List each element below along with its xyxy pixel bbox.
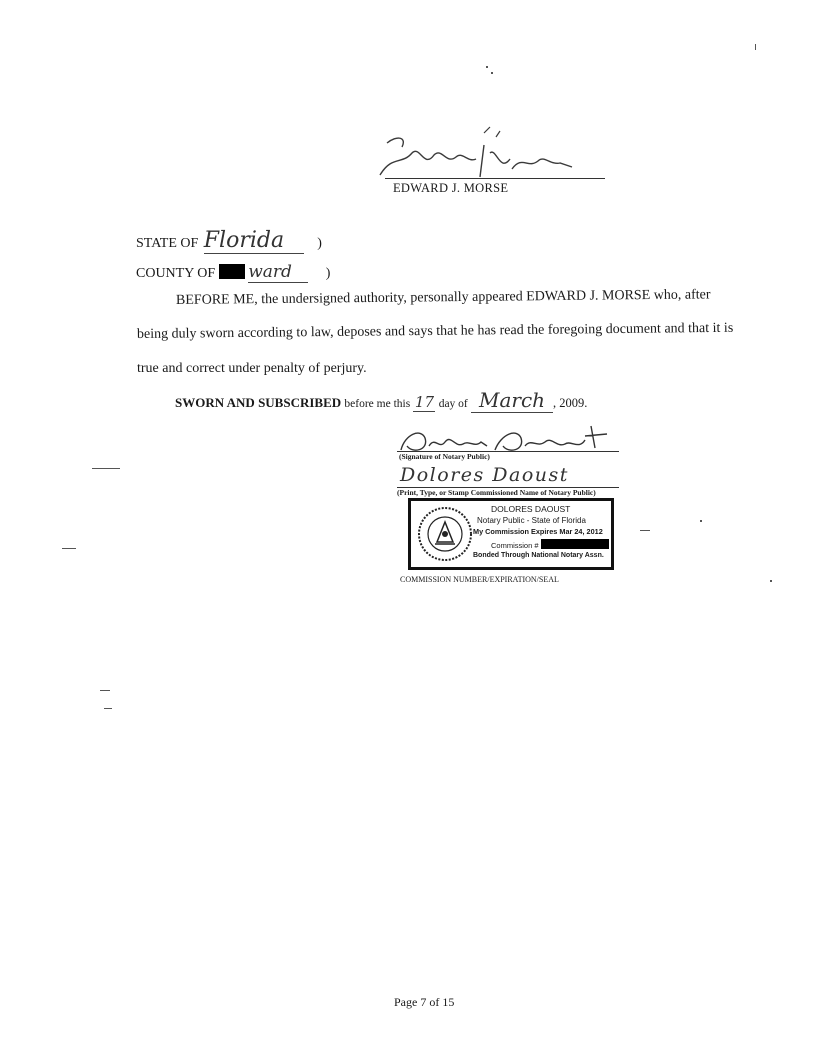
page-number: Page 7 of 15 xyxy=(394,995,455,1009)
notary-printed-name: Dolores Daoust xyxy=(400,464,569,486)
scan-mark xyxy=(640,530,650,531)
scan-mark xyxy=(755,44,756,50)
notary-signature xyxy=(395,416,625,456)
stamp-title: Notary Public - State of Florida xyxy=(477,516,586,525)
sworn-day-of: day of xyxy=(438,398,468,410)
notary-seal-icon xyxy=(417,506,473,562)
notary-signature-caption: (Signature of Notary Public) xyxy=(399,452,490,461)
county-line xyxy=(136,262,330,283)
scan-mark xyxy=(104,708,112,709)
scan-mark xyxy=(100,690,110,691)
sworn-before-me: before me this xyxy=(344,398,411,410)
sworn-label: SWORN AND SUBSCRIBED xyxy=(175,395,342,410)
county-label: COUNTY OF xyxy=(136,266,216,281)
commission-redaction xyxy=(541,539,609,549)
county-paren: ) xyxy=(325,266,331,281)
scan-mark xyxy=(62,548,76,549)
sworn-month: March xyxy=(471,388,553,413)
signature-line xyxy=(385,178,605,179)
scan-mark xyxy=(491,72,493,74)
stamp-commission xyxy=(491,539,609,550)
sworn-day: 17 xyxy=(414,393,434,411)
state-line xyxy=(136,228,322,254)
stamp-bonded: Bonded Through National Notary Assn. xyxy=(473,552,604,559)
notary-signature-scribble-icon xyxy=(395,416,625,456)
scan-mark xyxy=(700,520,702,522)
notary-stamp xyxy=(408,498,614,570)
paragraph-line-3: true and correct under penalty of perjury. xyxy=(137,361,367,376)
scan-mark xyxy=(770,580,772,582)
county-redaction xyxy=(219,264,245,279)
signature-scribble-icon xyxy=(372,125,612,185)
sworn-line xyxy=(175,388,587,413)
stamp-expiration: My Commission Expires Mar 24, 2012 xyxy=(473,527,603,536)
state-handwritten: Florida xyxy=(204,228,304,254)
stamp-commission-label: Commission # xyxy=(491,541,539,550)
sworn-year: , 2009. xyxy=(553,396,588,410)
scan-mark xyxy=(486,66,488,68)
notary-commission-caption: COMMISSION NUMBER/EXPIRATION/SEAL xyxy=(400,575,559,584)
paragraph-line-2: being duly sworn according to law, deposes and says that he has read the foregoing document and that it is xyxy=(136,320,734,342)
notary-name-caption: (Print, Type, or Stamp Commissioned Name of Notary Public) xyxy=(397,488,596,497)
signer-name: EDWARD J. MORSE xyxy=(393,181,509,195)
state-label: STATE OF xyxy=(136,236,199,251)
county-handwritten: ward xyxy=(248,262,308,283)
paragraph-line-1: BEFORE ME, the undersigned authority, personally appeared EDWARD J. MORSE who, after xyxy=(175,287,711,308)
stamp-name: DOLORES DAOUST xyxy=(491,504,571,514)
scan-mark xyxy=(92,468,120,469)
signer-signature xyxy=(372,125,612,185)
state-paren: ) xyxy=(317,236,322,251)
